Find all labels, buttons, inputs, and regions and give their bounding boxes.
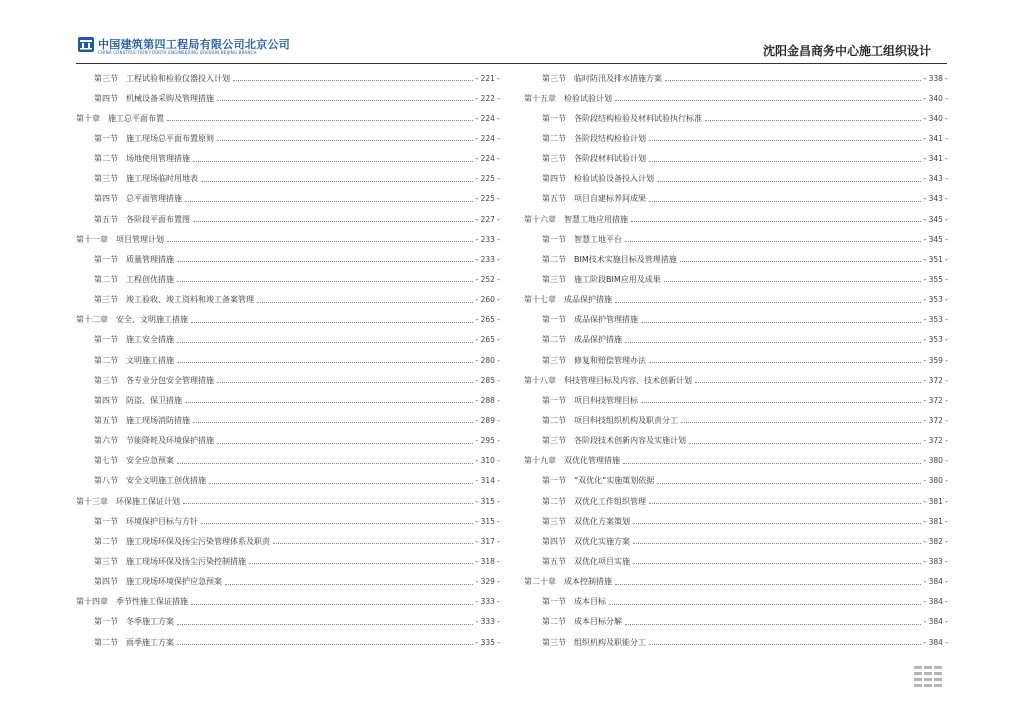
toc-entry-title: 第三节 组织机构及职能分工 — [542, 637, 646, 647]
toc-dot-leader — [649, 139, 921, 141]
toc-entry-title: 第一节 各阶段结构检验及材料试验执行标准 — [542, 113, 702, 123]
toc-chapter-entry[interactable] — [76, 310, 500, 330]
toc-dot-leader — [201, 180, 473, 182]
toc-chapter-entry[interactable] — [76, 229, 500, 249]
toc-page-number: - 384 - — [923, 597, 948, 607]
toc-page-number: - 289 - — [475, 415, 500, 425]
toc-page-number: - 372 - — [923, 436, 948, 446]
toc-section-entry[interactable] — [524, 350, 948, 370]
toc-entry-title: 第五节 各阶段平面布置图 — [94, 214, 190, 224]
toc-dot-leader — [167, 119, 473, 121]
toc-section-entry[interactable] — [76, 390, 500, 410]
toc-page-number: - 225 - — [475, 174, 500, 184]
toc-section-entry[interactable] — [524, 330, 948, 350]
toc-page-number: - 351 - — [923, 254, 948, 264]
toc-entry-title: 第四节 防盗、保卫措施 — [94, 395, 182, 405]
toc-page-number: - 333 - — [475, 617, 500, 627]
toc-page-number: - 233 - — [475, 254, 500, 264]
toc-entry-title: 第一节 成本目标 — [542, 597, 606, 607]
toc-entry-title: 第一节 “双优化”实施策划依据 — [542, 476, 655, 486]
toc-dot-leader — [633, 542, 921, 544]
toc-entry-title: 第一节 施工现场总平面布置原则 — [94, 133, 214, 143]
toc-entry-title: 第十四章 季节性施工保证措施 — [76, 597, 188, 607]
toc-dot-leader — [273, 542, 473, 544]
toc-dot-leader — [217, 99, 473, 101]
toc-page-number: - 383 - — [923, 556, 948, 566]
toc-dot-leader — [201, 522, 473, 524]
toc-entry-title: 第二节 项目科技组织机构及职责分工 — [542, 415, 678, 425]
toc-dot-leader — [177, 280, 473, 282]
toc-entry-title: 第三节 各专业分包安全管理措施 — [94, 375, 214, 385]
toc-entry-title: 第四节 施工现场环境保护应急预案 — [94, 577, 222, 587]
toc-dot-leader — [615, 99, 921, 101]
toc-section-entry[interactable] — [76, 269, 500, 289]
toc-page-number: - 280 - — [475, 355, 500, 365]
toc-dot-leader — [664, 280, 921, 282]
toc-entry-title: 第二节 成本目标分解 — [542, 617, 622, 627]
toc-section-entry[interactable] — [76, 128, 500, 148]
toc-page-number: - 372 - — [923, 395, 948, 405]
company-name-en: CHINA CONSTRUCTION FOURTH ENGINEERING DIVISION BEIJING BRANCH — [98, 50, 257, 55]
toc-entry-title: 第十三章 环保施工保证计划 — [76, 496, 180, 506]
toc-page-number: - 353 - — [923, 315, 948, 325]
toc-page-number: - 233 - — [475, 234, 500, 244]
toc-dot-leader — [217, 381, 473, 383]
toc-entry-title: 第八节 安全文明施工创优措施 — [94, 476, 206, 486]
toc-page-number: - 372 - — [923, 415, 948, 425]
toc-page-number: - 318 - — [475, 556, 500, 566]
toc-section-entry[interactable] — [76, 410, 500, 430]
toc-page-number: - 225 - — [475, 194, 500, 204]
toc-page-number: - 224 - — [475, 133, 500, 143]
toc-dot-leader — [633, 562, 921, 564]
toc-section-entry[interactable] — [76, 531, 500, 551]
toc-page-number: - 260 - — [475, 295, 500, 305]
toc-dot-leader — [689, 442, 921, 444]
toc-entry-title: 第二节 工程创优措施 — [94, 274, 174, 284]
toc-dot-leader — [695, 381, 921, 383]
toc-section-entry[interactable] — [524, 269, 948, 289]
toc-section-entry[interactable] — [76, 88, 500, 108]
toc-entry-title: 第一节 项目科技管理目标 — [542, 395, 638, 405]
toc-page-number: - 380 - — [923, 456, 948, 466]
toc-entry-title: 第十七章 成品保护措施 — [524, 295, 612, 305]
toc-section-entry[interactable] — [524, 128, 948, 148]
toc-dot-leader — [609, 603, 921, 605]
toc-entry-title: 第三节 工程试验和检验仪器投入计划 — [94, 73, 230, 83]
toc-entry-title: 第五节 项目自建标养间成果 — [542, 194, 646, 204]
toc-section-entry[interactable] — [76, 632, 500, 652]
toc-page-number: - 353 - — [923, 335, 948, 345]
toc-section-entry[interactable] — [524, 632, 948, 652]
toc-dot-leader — [225, 583, 473, 585]
toc-page-number: - 252 - — [475, 274, 500, 284]
toc-dot-leader — [681, 421, 921, 423]
toc-dot-leader — [665, 79, 921, 81]
toc-dot-leader — [649, 502, 921, 504]
toc-page-number: - 295 - — [475, 436, 500, 446]
toc-entry-title: 第三节 施工现场环保及扬尘污染控制措施 — [94, 556, 246, 566]
toc-dot-leader — [217, 139, 473, 141]
toc-dot-leader — [623, 462, 921, 464]
toc-page-number: - 355 - — [923, 274, 948, 284]
toc-page-number: - 310 - — [475, 456, 500, 466]
toc-entry-title: 第二十章 成本控制措施 — [524, 577, 612, 587]
toc-section-entry[interactable] — [76, 290, 500, 310]
toc-entry-title: 第十二章 安全、文明施工措施 — [76, 315, 188, 325]
toc-entry-title: 第一节 成品保护管理措施 — [542, 315, 638, 325]
toc-page-number: - 353 - — [923, 295, 948, 305]
toc-page-number: - 329 - — [475, 577, 500, 587]
toc-dot-leader — [641, 321, 921, 323]
toc-dot-leader — [649, 643, 921, 645]
toc-dot-leader — [249, 562, 473, 564]
toc-entry-title: 第六节 节能降耗及环境保护措施 — [94, 436, 214, 446]
toc-section-entry[interactable] — [76, 350, 500, 370]
toc-entry-title: 第一节 冬季施工方案 — [94, 617, 174, 627]
toc-page-number: - 224 - — [475, 113, 500, 123]
toc-section-entry[interactable] — [76, 370, 500, 390]
toc-section-entry[interactable] — [524, 491, 948, 511]
toc-section-entry[interactable] — [76, 149, 500, 169]
toc-section-entry[interactable] — [524, 431, 948, 451]
toc-column-left — [76, 68, 500, 652]
toc-section-entry[interactable] — [524, 229, 948, 249]
toc-page-number: - 224 - — [475, 154, 500, 164]
toc-page-number: - 288 - — [475, 395, 500, 405]
toc-entry-title: 第三节 双优化方案策划 — [542, 516, 630, 526]
toc-section-entry[interactable] — [524, 511, 948, 531]
document-title: 沈阳金昌商务中心施工组织设计 — [762, 44, 931, 58]
toc-entry-title: 第三节 施工阶段BIM应用及成果 — [542, 274, 661, 284]
toc-dot-leader — [625, 623, 921, 625]
toc-dot-leader — [625, 341, 921, 343]
toc-column-right — [524, 68, 948, 652]
toc-entry-title: 第四节 机械设备采购及管理措施 — [94, 93, 214, 103]
toc-entry-title: 第二节 场地使用管理措施 — [94, 154, 190, 164]
toc-dot-leader — [167, 240, 473, 242]
toc-dot-leader — [705, 119, 921, 121]
toc-page-number: - 265 - — [475, 315, 500, 325]
toc-dot-leader — [177, 643, 473, 645]
toc-section-entry[interactable] — [76, 189, 500, 209]
toc-dot-leader — [209, 482, 473, 484]
toc-entry-title: 第十章 施工总平面布置 — [76, 113, 164, 123]
toc-dot-leader — [177, 361, 473, 363]
toc-page-number: - 345 - — [923, 214, 948, 224]
toc-chapter-entry[interactable] — [524, 88, 948, 108]
toc-chapter-entry[interactable] — [524, 370, 948, 390]
toc-dot-leader — [191, 321, 473, 323]
toc-page-number: - 359 - — [923, 355, 948, 365]
toc-chapter-entry[interactable] — [76, 592, 500, 612]
toc-entry-title: 第二节 双优化工作组织管理 — [542, 496, 646, 506]
toc-dot-leader — [191, 603, 473, 605]
toc-dot-leader — [177, 341, 473, 343]
toc-entry-title: 第十一章 项目管理计划 — [76, 234, 164, 244]
toc-section-entry[interactable] — [524, 310, 948, 330]
toc-dot-leader — [185, 401, 473, 403]
toc-section-entry[interactable] — [76, 572, 500, 592]
toc-page-number: - 345 - — [923, 234, 948, 244]
toc-page-number: - 340 - — [923, 113, 948, 123]
toc-section-entry[interactable] — [76, 451, 500, 471]
toc-dot-leader — [177, 260, 473, 262]
toc-entry-title: 第二节 BIM技术实施目标及管理措施 — [542, 254, 677, 264]
toc-page-number: - 315 - — [475, 516, 500, 526]
page-ornament-icon — [912, 664, 946, 690]
toc-section-entry[interactable] — [524, 68, 948, 88]
toc-section-entry[interactable] — [524, 612, 948, 632]
toc-section-entry[interactable] — [76, 249, 500, 269]
toc-section-entry[interactable] — [524, 189, 948, 209]
toc-entry-title: 第三节 临时防汛及排水措施方案 — [542, 73, 662, 83]
toc-page-number: - 333 - — [475, 597, 500, 607]
toc-page-number: - 384 - — [923, 617, 948, 627]
toc-entry-title: 第三节 施工现场临时用地表 — [94, 174, 198, 184]
toc-entry-title: 第二节 各阶段结构检验计划 — [542, 133, 646, 143]
company-logo-icon — [78, 37, 94, 52]
header-divider — [76, 63, 947, 64]
toc-page-number: - 382 - — [923, 536, 948, 546]
toc-dot-leader — [177, 462, 473, 464]
toc-dot-leader — [185, 200, 473, 202]
toc-section-entry[interactable] — [76, 471, 500, 491]
toc-dot-leader — [657, 482, 920, 484]
toc-section-entry[interactable] — [524, 410, 948, 430]
toc-dot-leader — [649, 160, 921, 162]
toc-dot-leader — [257, 301, 473, 303]
toc-dot-leader — [649, 200, 921, 202]
toc-entry-title: 第二节 成品保护措施 — [542, 335, 622, 345]
toc-section-entry[interactable] — [524, 108, 948, 128]
toc-section-entry[interactable] — [76, 511, 500, 531]
toc-chapter-entry[interactable] — [76, 491, 500, 511]
toc-dot-leader — [657, 180, 921, 182]
toc-section-entry[interactable] — [76, 209, 500, 229]
toc-page-number: - 381 - — [923, 496, 948, 506]
toc-chapter-entry[interactable] — [76, 108, 500, 128]
toc-page-number: - 343 - — [923, 194, 948, 204]
toc-dot-leader — [233, 79, 473, 81]
toc-dot-leader — [193, 160, 473, 162]
toc-entry-title: 第十五章 检验试验计划 — [524, 93, 612, 103]
toc-page-number: - 341 - — [923, 154, 948, 164]
toc-dot-leader — [631, 220, 921, 222]
toc-page-number: - 335 - — [475, 637, 500, 647]
toc-section-entry[interactable] — [76, 612, 500, 632]
toc-section-entry[interactable] — [76, 68, 500, 88]
toc-page-number: - 384 - — [923, 637, 948, 647]
toc-entry-title: 第三节 竣工验收、竣工资料和竣工备案管理 — [94, 295, 254, 305]
toc-entry-title: 第四节 总平面管理措施 — [94, 194, 182, 204]
toc-dot-leader — [625, 240, 921, 242]
toc-entry-title: 第一节 环境保护目标与方针 — [94, 516, 198, 526]
toc-page-number: - 338 - — [923, 73, 948, 83]
toc-dot-leader — [633, 522, 921, 524]
toc-section-entry[interactable] — [524, 169, 948, 189]
toc-section-entry[interactable] — [524, 249, 948, 269]
toc-entry-title: 第五节 双优化项目实施 — [542, 556, 630, 566]
company-name-cn: 中国建筑第四工程局有限公司北京公司 — [98, 38, 291, 51]
toc-chapter-entry[interactable] — [524, 209, 948, 229]
toc-page-number: - 380 - — [923, 476, 948, 486]
toc-entry-title: 第五节 施工现场消防措施 — [94, 415, 190, 425]
toc-entry-title: 第十九章 双优化管理措施 — [524, 456, 620, 466]
toc-page-number: - 340 - — [923, 93, 948, 103]
toc-page-number: - 285 - — [475, 375, 500, 385]
toc-page-number: - 314 - — [475, 476, 500, 486]
toc-entry-title: 第四节 双优化实施方案 — [542, 536, 630, 546]
toc-section-entry[interactable] — [524, 592, 948, 612]
toc-dot-leader — [615, 301, 921, 303]
toc-dot-leader — [177, 623, 473, 625]
toc-section-entry[interactable] — [76, 431, 500, 451]
toc-entry-title: 第二节 雨季施工方案 — [94, 637, 174, 647]
page-header — [0, 0, 1024, 66]
toc-dot-leader — [193, 421, 473, 423]
toc-section-entry[interactable] — [524, 471, 948, 491]
toc-section-entry[interactable] — [524, 551, 948, 571]
toc-section-entry[interactable] — [76, 551, 500, 571]
toc-section-entry[interactable] — [76, 169, 500, 189]
toc-page-number: - 265 - — [475, 335, 500, 345]
toc-entry-title: 第二节 施工现场环保及扬尘污染管理体系及职责 — [94, 536, 270, 546]
toc-dot-leader — [641, 401, 921, 403]
toc-page-number: - 221 - — [475, 73, 500, 83]
toc-page-number: - 227 - — [475, 214, 500, 224]
toc-entry-title: 第一节 施工安全措施 — [94, 335, 174, 345]
toc-entry-title: 第十六章 智慧工地应用措施 — [524, 214, 628, 224]
toc-section-entry[interactable] — [524, 149, 948, 169]
toc-chapter-entry[interactable] — [524, 451, 948, 471]
toc-entry-title: 第七节 安全应急预案 — [94, 456, 174, 466]
toc-entry-title: 第三节 各阶段材料试验计划 — [542, 154, 646, 164]
toc-entry-title: 第十八章 科技管理目标及内容、技术创新计划 — [524, 375, 692, 385]
toc-page-number: - 317 - — [475, 536, 500, 546]
toc-section-entry[interactable] — [76, 330, 500, 350]
toc-page-number: - 372 - — [923, 375, 948, 385]
toc-entry-title: 第三节 修复和赔偿管理办法 — [542, 355, 646, 365]
toc-page-number: - 384 - — [923, 577, 948, 587]
toc-dot-leader — [183, 502, 473, 504]
toc-page-number: - 341 - — [923, 133, 948, 143]
toc-dot-leader — [217, 442, 473, 444]
toc-dot-leader — [615, 583, 921, 585]
toc-page-number: - 381 - — [923, 516, 948, 526]
toc-dot-leader — [680, 260, 921, 262]
toc-chapter-entry[interactable] — [524, 572, 948, 592]
toc-section-entry[interactable] — [524, 390, 948, 410]
toc-entry-title: 第一节 智慧工地平台 — [542, 234, 622, 244]
toc-section-entry[interactable] — [524, 531, 948, 551]
toc-entry-title: 第二节 文明施工措施 — [94, 355, 174, 365]
toc-dot-leader — [193, 220, 473, 222]
toc-page-number: - 343 - — [923, 174, 948, 184]
toc-entry-title: 第四节 检验试验设备投入计划 — [542, 174, 654, 184]
toc-entry-title: 第三节 各阶段技术创新内容及实施计划 — [542, 436, 686, 446]
toc-chapter-entry[interactable] — [524, 290, 948, 310]
toc-page-number: - 222 - — [475, 93, 500, 103]
toc-dot-leader — [649, 361, 921, 363]
toc-page-number: - 315 - — [475, 496, 500, 506]
toc-entry-title: 第一节 质量管理措施 — [94, 254, 174, 264]
